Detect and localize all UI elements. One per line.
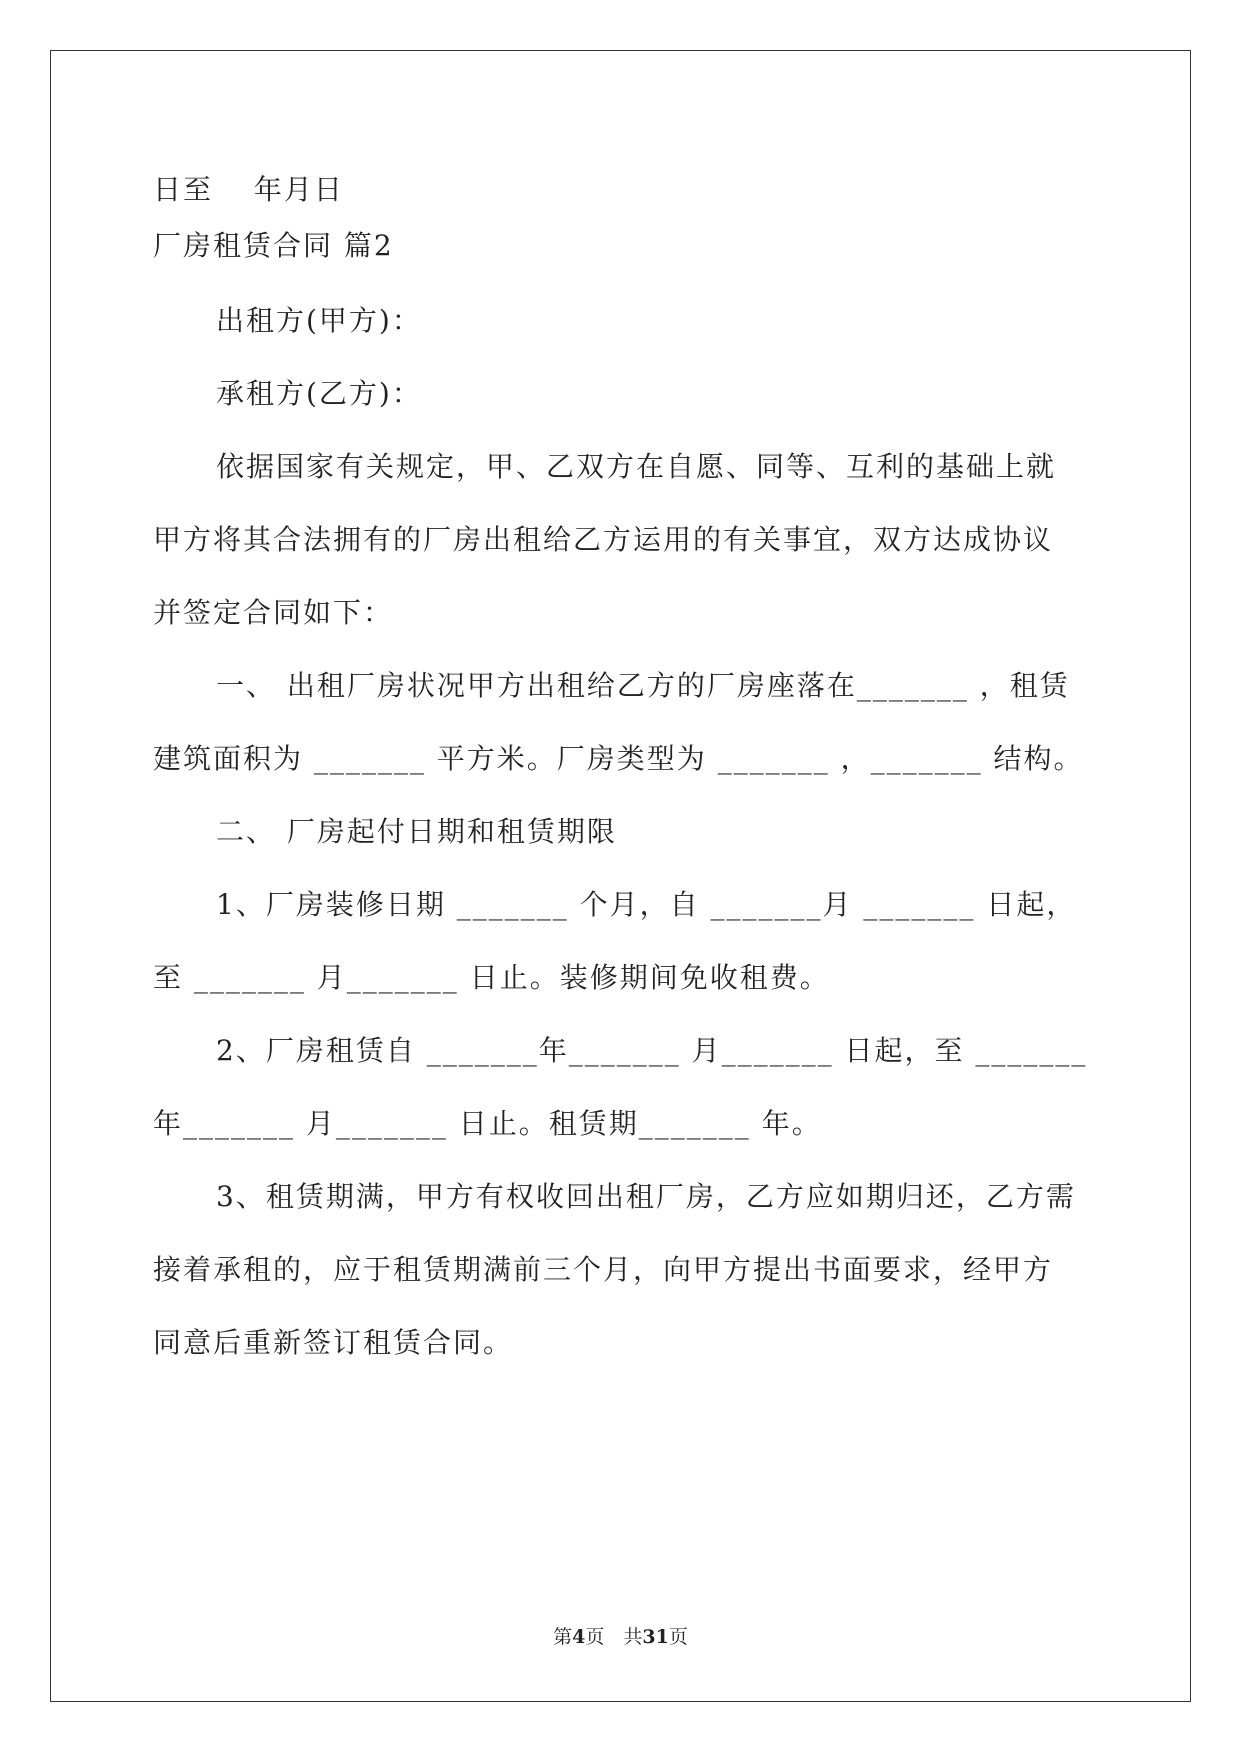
text-line: 1、厂房装修日期 _______ 个月，自 _______月 _______ 日起， (216, 888, 1077, 921)
text-line: 甲方将其合法拥有的厂房出租给乙方运用的有关事宜，双方达成协议 (153, 523, 1054, 556)
text-line: 并签定合同如下： (153, 596, 394, 629)
text-line: 出租方(甲方)： (216, 304, 422, 337)
text-line: 接着承租的，应于租赁期满前三个月，向甲方提出书面要求，经甲方 (153, 1253, 1054, 1286)
text-line: 3、租赁期满，甲方有权收回出租厂房，乙方应如期归还，乙方需 (216, 1180, 1076, 1213)
text-line: 一、 出租厂房状况甲方出租给乙方的厂房座落在_______ ，租赁 (216, 669, 1070, 702)
footer-total-pages: 31 (642, 1626, 669, 1648)
footer-prefix: 第 (553, 1626, 573, 1648)
page-footer (0, 1625, 1241, 1649)
text-line: 建筑面积为 _______ 平方米。厂房类型为 _______ ，_______ 结构。 (153, 742, 1084, 775)
text-line: 日至 年月日 (153, 173, 344, 206)
text-line: 二、 厂房起付日期和租赁期限 (216, 815, 617, 848)
text-line: 同意后重新签订租赁合同。 (153, 1326, 514, 1359)
text-line: 年_______ 月_______ 日止。租赁期_______ 年。 (153, 1107, 822, 1140)
page-frame (50, 50, 1191, 1702)
text-line: 依据国家有关规定，甲、乙双方在自愿、同等、互利的基础上就 (216, 450, 1057, 483)
text-line: 承租方(乙方)： (216, 377, 422, 410)
footer-page-number: 4 (572, 1626, 586, 1648)
footer-suffix: 页 (668, 1626, 688, 1648)
text-line: 2、厂房租赁自 _______年_______ 月_______ 日起，至 _______ (216, 1034, 1088, 1067)
footer-middle: 页 共 (585, 1626, 643, 1648)
text-line: 至 _______ 月_______ 日止。装修期间免收租费。 (153, 961, 830, 994)
section-heading: 厂房租赁合同 篇2 (153, 229, 394, 262)
